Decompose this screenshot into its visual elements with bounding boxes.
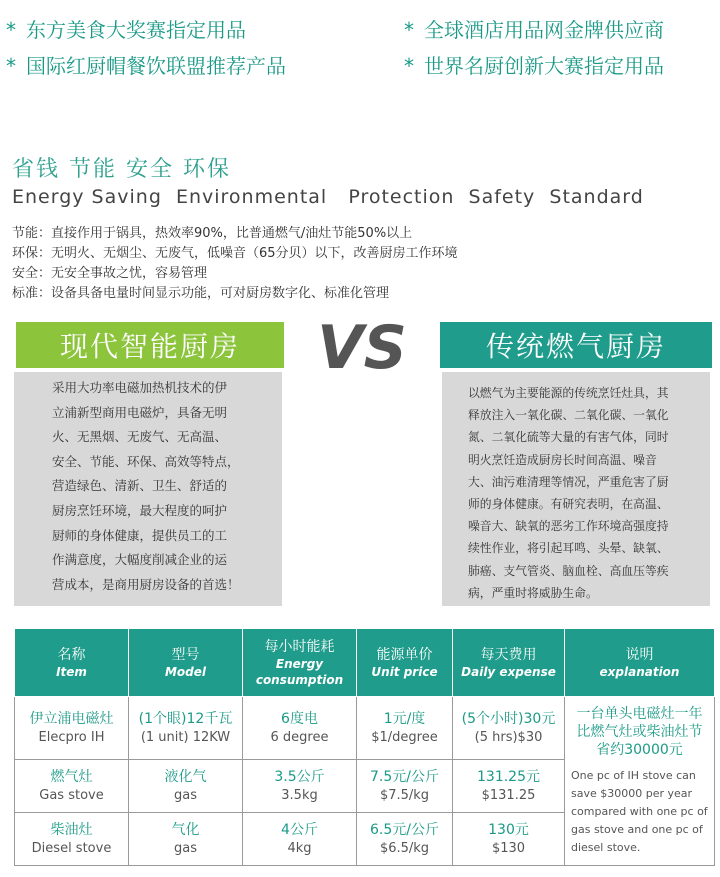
header-item: 名称 Item <box>15 629 129 697</box>
cell-model: 液化气 gas <box>129 760 243 813</box>
headline-en: Energy Saving Environmental Protection Safety Standard <box>12 186 644 208</box>
headline-cn: 省钱 节能 安全 环保 <box>12 157 231 182</box>
table-header-row <box>15 629 715 697</box>
cell-energy: 3.5公斤 3.5kg <box>243 760 357 813</box>
feature-energy: 节能：直接作用于锅具，热效率90%，比普通燃气/油灶节能50%以上 <box>12 226 413 241</box>
cost-comparison-table <box>14 628 715 866</box>
cell-energy: 4公斤 4kg <box>243 813 357 866</box>
header-explanation: 说明 explanation <box>565 629 715 697</box>
cell-item: 柴油灶 Diesel stove <box>15 813 129 866</box>
award-3: * 全球酒店用品网金牌供应商 <box>404 18 664 42</box>
cell-model: 气化 gas <box>129 813 243 866</box>
cell-daily: 130元 $130 <box>453 813 565 866</box>
traditional-kitchen-banner: 传统燃气厨房 <box>440 322 712 368</box>
cell-explanation: 一台单头电磁灶一年比燃气灶或柴油灶节省约30000元 One pc of IH stove can save $30000 per year compared with one pc of gas stove and one pc of diesel stove. <box>565 697 715 866</box>
cell-price: 7.5元/公斤 $7.5/kg <box>357 760 453 813</box>
header-daily-expense: 每天费用 Daily expense <box>453 629 565 697</box>
cell-price: 1元/度 $1/degree <box>357 697 453 760</box>
feature-safety: 安全：无安全事故之忧，容易管理 <box>12 266 208 281</box>
cell-daily: 131.25元 $131.25 <box>453 760 565 813</box>
traditional-kitchen-description: 以燃气为主要能源的传统烹饪灶具，其 释放注入一氧化碳、二氧化碳、一氧化 氮、二氧化硫等大量的有害气体，同时 明火烹饪造成厨房长时间高温、噪音 大、油污难清理等情况，严重危害了厨 师的身体健康。有研究表明，在高温、 噪音大、缺氧的恶劣工作环境高强度持 续性作业，将引起耳鸣、头晕、缺氧、 肺癌、支气管炎、脑血栓、高血压等疾 病，严重时将威胁生命。 <box>442 372 710 606</box>
cell-item: 燃气灶 Gas stove <box>15 760 129 813</box>
cell-price: 6.5元/公斤 $6.5/kg <box>357 813 453 866</box>
cell-energy: 6度电 6 degree <box>243 697 357 760</box>
cell-daily: (5个小时)30元 (5 hrs)$30 <box>453 697 565 760</box>
header-unit-price: 能源单价 Unit price <box>357 629 453 697</box>
header-model: 型号 Model <box>129 629 243 697</box>
award-1: * 东方美食大奖赛指定用品 <box>6 18 246 42</box>
modern-kitchen-description: 采用大功率电磁加热机技术的伊 立浦新型商用电磁炉，具备无明 火、无黑烟、无废气、无高温、 安全、节能、环保、高效等特点， 营造绿色、清新、卫生、舒适的 厨房烹饪环境，最大程度的呵护 厨师的身体健康，提供员工的工 作满意度，大幅度削减企业的运 营成本，是商用厨房设备的首选！ <box>14 372 282 606</box>
cell-model: (1个眼)12千瓦 (1 unit) 12KW <box>129 697 243 760</box>
feature-standard: 标准：设备具备电量时间显示功能，可对厨房数字化、标准化管理 <box>12 286 390 301</box>
vs-text: VS <box>317 313 407 376</box>
feature-environment: 环保：无明火、无烟尘、无废气，低噪音（65分贝）以下，改善厨房工作环境 <box>12 246 458 261</box>
award-4: * 世界名厨创新大赛指定用品 <box>404 54 664 78</box>
modern-kitchen-banner: 现代智能厨房 <box>16 322 284 368</box>
header-energy: 每小时能耗 Energy consumption <box>243 629 357 697</box>
table-row <box>15 697 715 760</box>
vs-graphic <box>300 312 425 376</box>
award-2: * 国际红厨帽餐饮联盟推荐产品 <box>6 54 286 78</box>
cell-item: 伊立浦电磁灶 Elecpro IH <box>15 697 129 760</box>
